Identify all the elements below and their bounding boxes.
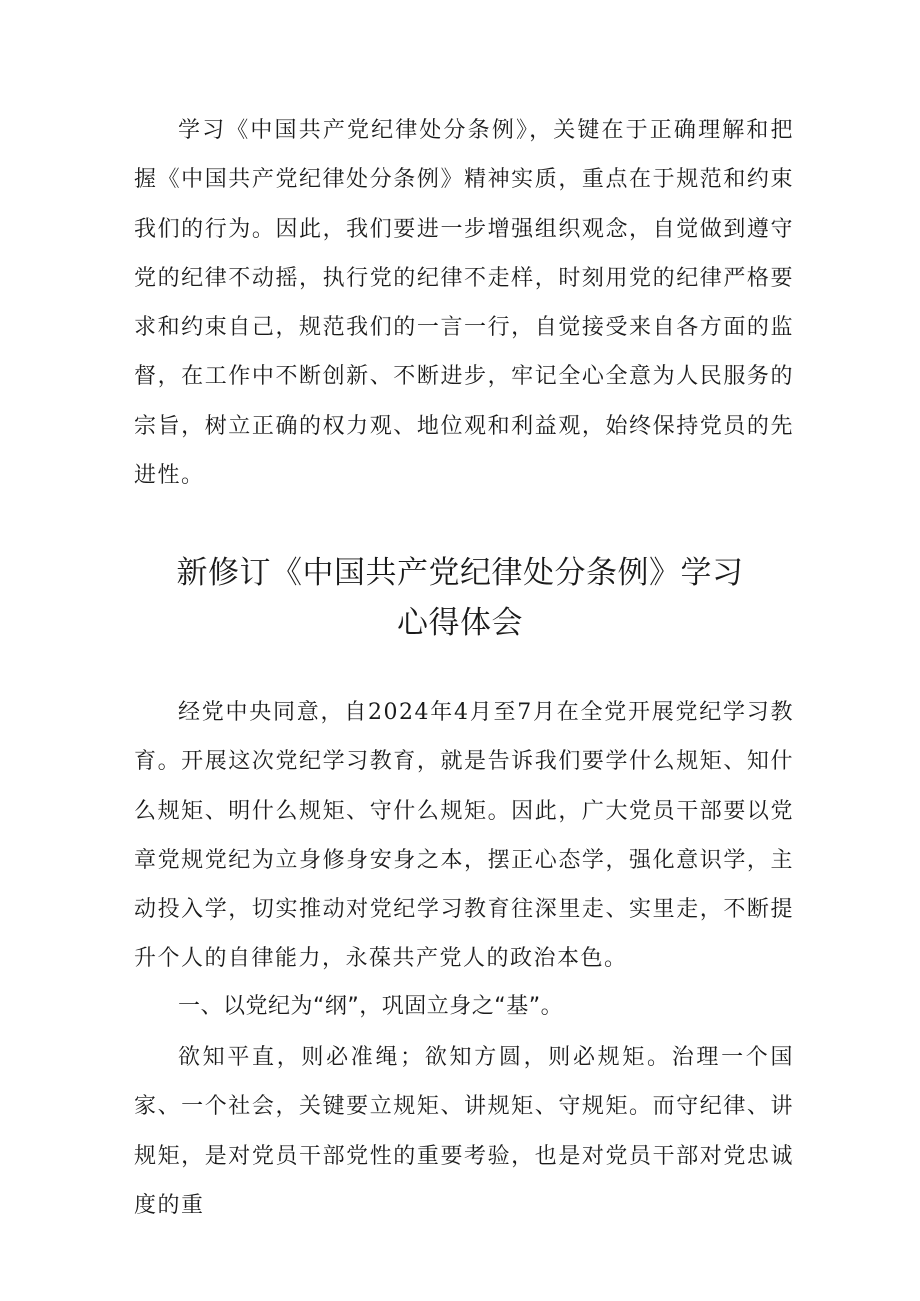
intro-paragraph: 学习《中国共产党纪律处分条例》，关键在于正确理解和把握《中国共产党纪律处分条例》精神实质，重点在于规范和约束我们的行为。因此，我们要进一步增强组织观念，自觉做到遵守党的纪律不动摇，执行党的纪律不走样，时刻用党的纪律严格要求和约束自己，规范我们的一言一行，自觉接受来自各方面的监督，在工作中不断创新、不断进步，牢记全心全意为人民服务的宗旨，树立正确的权力观、地位观和利益观，始终保持党员的先进性。 [134, 118, 794, 489]
opening-paragraph: 经党中央同意，自2024年4月至7月在全党开展党纪学习教育。开展这次党纪学习教育，就是告诉我们要学什么规矩、知什么规矩、明什么规矩、守什么规矩。因此，广大党员干部要以党章党规党纪为立身修身安身之本，摆正心态学，强化意识学，主动投入学，切实推动对党纪学习教育往深里走、实里走，不断提升个人的自律能力，永葆共产党人的政治本色。 [134, 700, 794, 972]
section-body-paragraph: 欲知平直，则必准绳；欲知方圆，则必规矩。治理一个国家、一个社会，关键要立规矩、讲规矩、守规矩。而守纪律、讲规矩，是对党员干部党性的重要考验，也是对党员干部对党忠诚度的重 [134, 1045, 794, 1218]
article-title [110, 548, 810, 648]
article-title-line-2: 心得体会 [397, 605, 523, 641]
article-title-line-1: 新修订《中国共产党纪律处分条例》学习 [176, 555, 744, 591]
section-heading: 一、以党纪为“纲”，巩固立身之“基”。 [178, 994, 564, 1019]
